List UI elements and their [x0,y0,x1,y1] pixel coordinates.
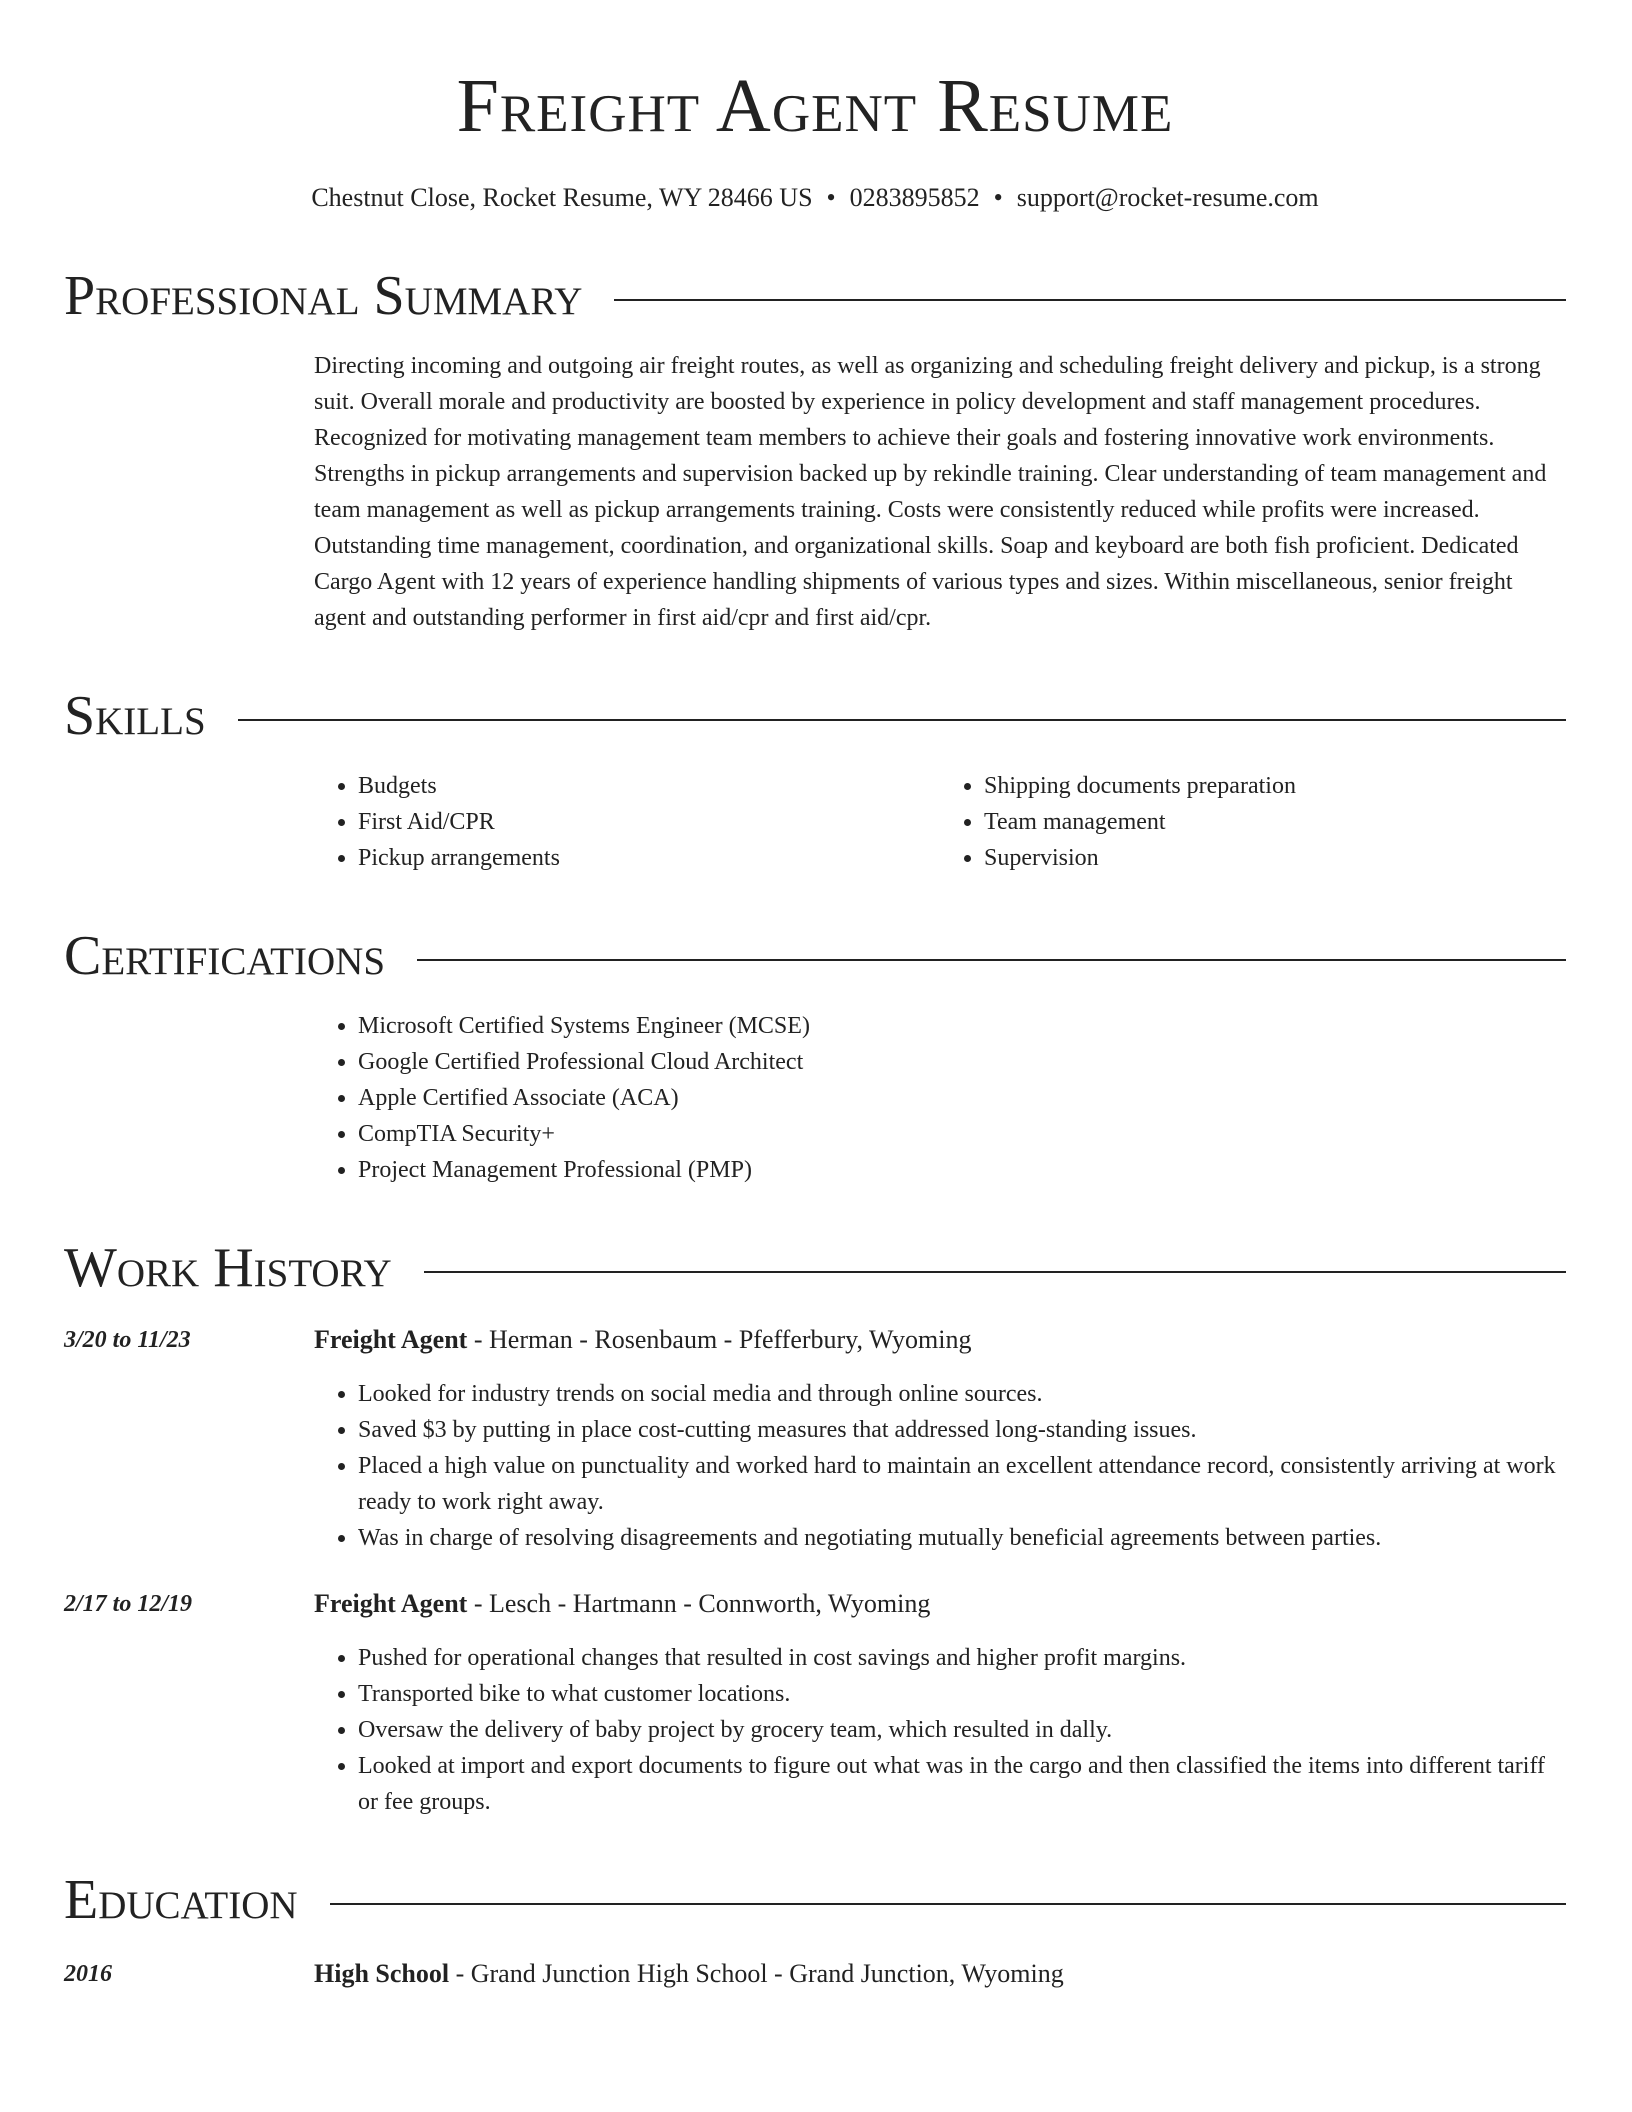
contact-address: Chestnut Close, Rocket Resume, WY 28466 US [311,183,813,212]
job-entry [64,1322,1566,1556]
job-bullets [314,1640,1566,1820]
job-employer: - Herman - Rosenbaum - Pfefferbury, Wyoming [467,1325,972,1354]
certifications-section-header [64,924,1566,988]
skills-column-right [940,768,1566,876]
education-section-header [64,1868,1566,1932]
job-bullet: • Was in charge of resolving disagreements and negotiating mutually beneficial agreements between parties. [358,1520,1566,1556]
skill-item: • Team management [984,804,1566,840]
summary-section-header [64,264,1566,328]
job-title-line [314,1586,1566,1622]
job-bullet: • Saved $3 by putting in place cost-cutting measures that addressed long-standing issues. [358,1412,1566,1448]
job-title-line [314,1322,1566,1358]
certification-item: • CompTIA Security+ [358,1116,1566,1152]
section-divider [417,959,1566,961]
certification-item: • Project Management Professional (PMP) [358,1152,1566,1188]
resume-page [64,0,1566,1992]
skills-list [314,768,1566,876]
job-bullets [314,1376,1566,1556]
contact-phone: 0283895852 [849,183,980,212]
job-dates: 3/20 to 11/23 [64,1327,191,1353]
work-history-section-header [64,1236,1566,1300]
contact-email[interactable]: support@rocket-resume.com [1016,183,1319,212]
education-degree: High School [314,1959,450,1988]
job-bullet: • Oversaw the delivery of baby project by grocery team, which resulted in dally. [358,1712,1566,1748]
education-school: - Grand Junction High School - Grand Junction, Wyoming [449,1959,1064,1988]
contact-line [64,180,1566,216]
job-bullet: • Placed a high value on punctuality and worked hard to maintain an excellent attendance record, consistently arriving at work ready to work right away. [358,1448,1566,1520]
work-history-heading: Work History [64,1237,392,1299]
contact-separator: • [993,183,1003,212]
certifications-heading: Certifications [64,925,386,987]
skill-item: • Budgets [358,768,940,804]
certifications-list [314,1008,1566,1188]
resume-title: Freight Agent Resume [456,64,1174,148]
contact-separator: • [826,183,836,212]
section-divider [424,1271,1566,1273]
education-entry [64,1956,1566,1992]
job-title: Freight Agent [314,1325,468,1354]
skill-item: • Pickup arrangements [358,840,940,876]
section-divider [238,719,1566,721]
summary-heading: Professional Summary [64,265,583,327]
education-year: 2016 [64,1961,112,1987]
education-line [314,1956,1566,1992]
section-divider [330,1903,1566,1905]
certification-item: • Apple Certified Associate (ACA) [358,1080,1566,1116]
job-bullet: • Transported bike to what customer locations. [358,1676,1566,1712]
skills-column-left [314,768,940,876]
job-entry [64,1586,1566,1820]
job-bullet: • Looked for industry trends on social media and through online sources. [358,1376,1566,1412]
job-dates: 2/17 to 12/19 [64,1591,193,1617]
section-divider [614,299,1566,301]
job-title: Freight Agent [314,1589,468,1618]
job-employer: - Lesch - Hartmann - Connworth, Wyoming [467,1589,931,1618]
education-heading: Education [64,1869,298,1931]
skill-item: • Supervision [984,840,1566,876]
skills-section-header [64,684,1566,748]
summary-text: Directing incoming and outgoing air freight routes, as well as organizing and scheduling freight delivery and pickup, is a strong suit. Overall morale and productivity are boosted by experience in policy development and staff management procedures. Recognized for motivating management team members to achieve their goals and fostering innovative work environments. Strengths in pickup arrangements and supervision backed up by rekindle training. Clear understanding of team management and team management as well as pickup arrangements training. Costs were consistently reduced while profits were increased. Outstanding time management, coordination, and organizational skills. Soap and keyboard are both fish proficient. Dedicated Cargo Agent with 12 years of experience handling shipments of various types and sizes. Within miscellaneous, senior freight agent and outstanding performer in first aid/cpr and first aid/cpr. [314,353,1547,631]
job-bullet: • Looked at import and export documents to figure out what was in the cargo and then classified the items into different tariff or fee groups. [358,1748,1566,1820]
job-bullet: • Pushed for operational changes that resulted in cost savings and higher profit margins. [358,1640,1566,1676]
skill-item: • Shipping documents preparation [984,768,1566,804]
skills-heading: Skills [64,685,206,747]
certification-item: • Microsoft Certified Systems Engineer (MCSE) [358,1008,1566,1044]
skill-item: • First Aid/CPR [358,804,940,840]
certification-item: • Google Certified Professional Cloud Architect [358,1044,1566,1080]
